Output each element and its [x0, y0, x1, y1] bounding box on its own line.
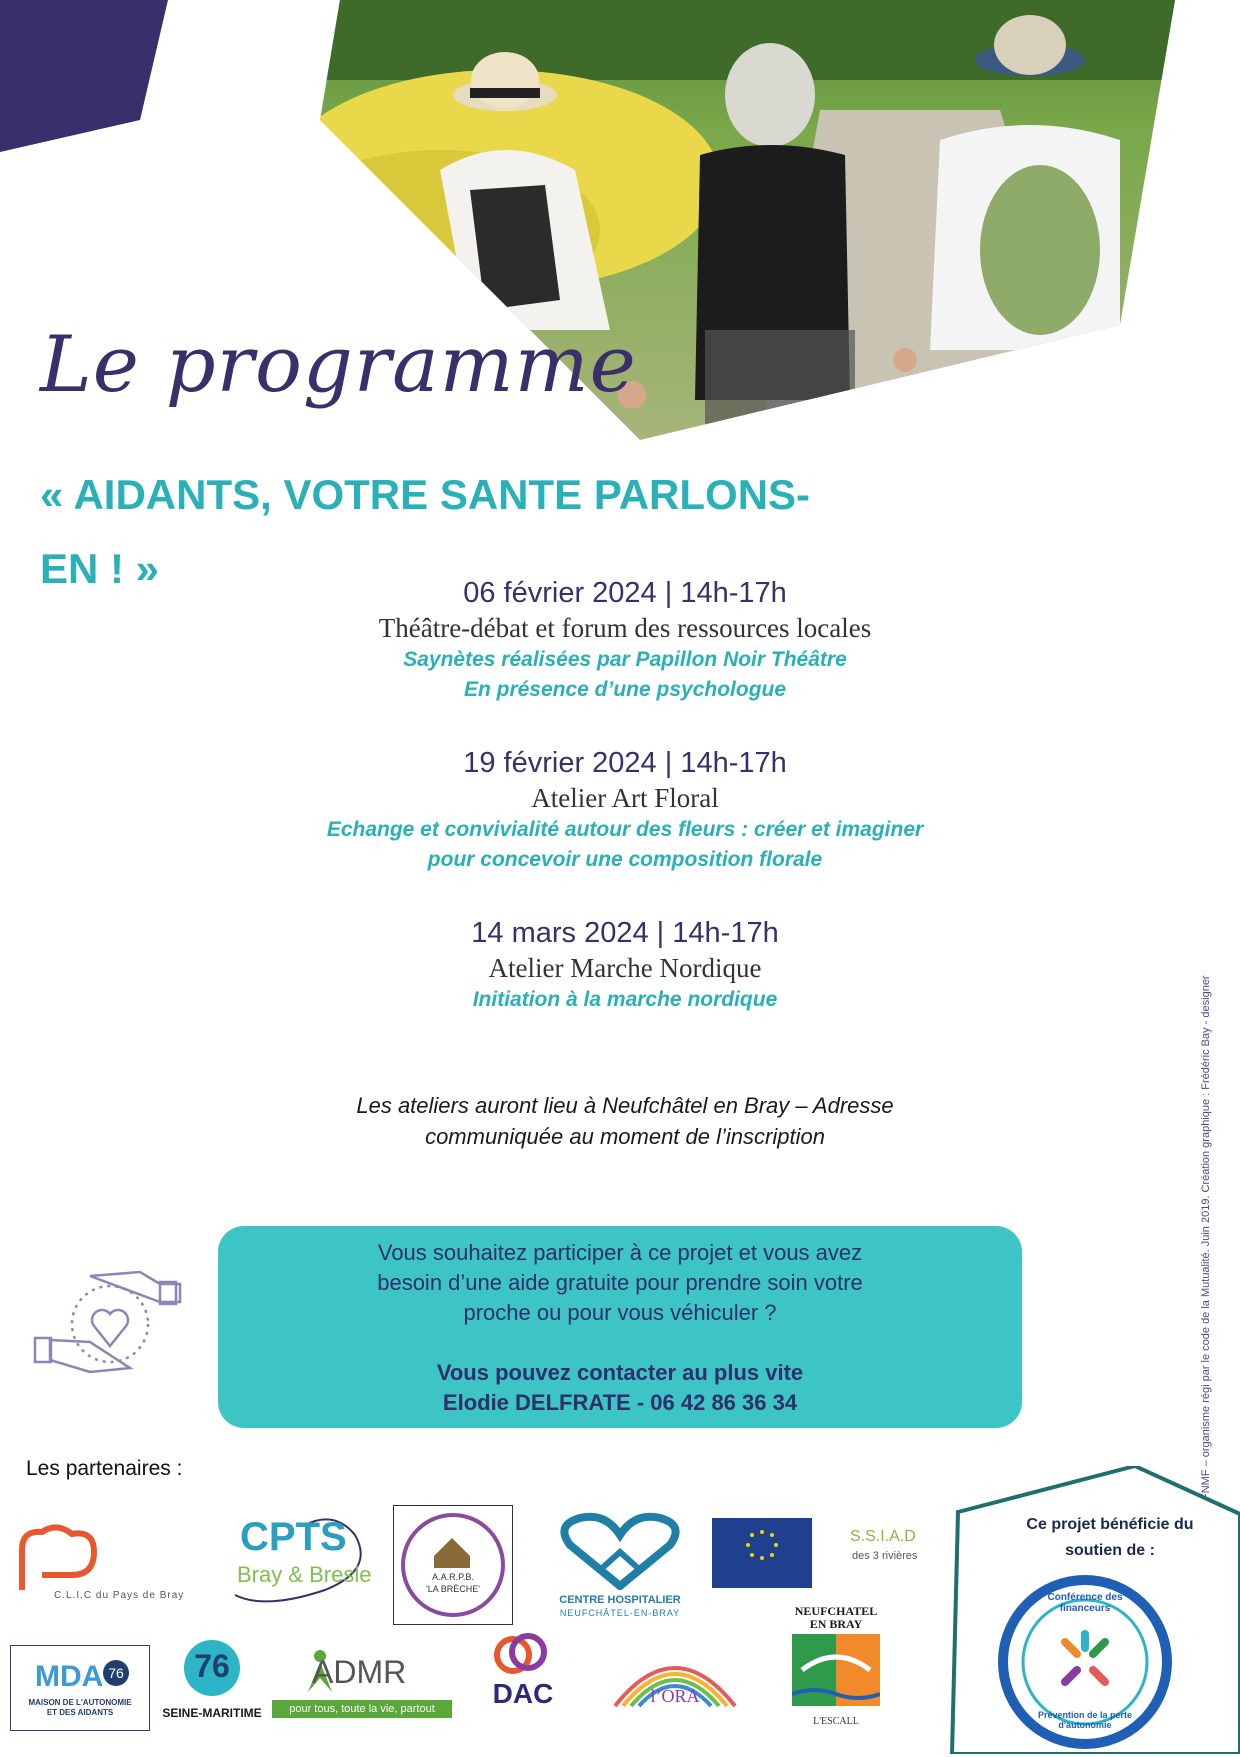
- event-date: 14 mars 2024 | 14h-17h: [471, 917, 779, 949]
- contact-question-line3: proche ou pour vous véhiculer ?: [463, 1300, 777, 1325]
- main-title-line1: « AIDANTS, VOTRE SANTE PARLONS-: [40, 471, 811, 518]
- admr-name: ADMR: [312, 1654, 407, 1690]
- event-description: Initiation à la marche nordique: [472, 988, 778, 1011]
- admr-logo: [272, 1648, 452, 1728]
- admr-tagline: pour tous, toute la vie, partout: [272, 1700, 452, 1718]
- contact-question-line2: besoin d’une aide gratuite pour prendre soin votre: [377, 1270, 863, 1295]
- mda-sub2: ET DES AIDANTS: [46, 1708, 114, 1717]
- contact-cta: Vous pouvez contacter au plus vite: [436, 1360, 804, 1385]
- aarpb-line2: 'LA BRÈCHE': [426, 1584, 480, 1594]
- vertical-credit: FNMF – organisme régi par le code de la Mutualité. Juin 2019. Création graphique : Frédéric Bay - designer: [1200, 975, 1212, 1500]
- contact-question-line1: Vous souhaitez participer à ce projet et vous avez: [377, 1240, 863, 1265]
- conference-financeurs-logo: [995, 1572, 1175, 1752]
- centre-hospitalier-logo: [550, 1510, 690, 1620]
- ring-bottom-text: Prévention de la perte d'autonomie: [1037, 1710, 1133, 1730]
- event-description: Echange et convivialité autour des fleurs : créer et imaginer: [326, 818, 924, 841]
- clic-heart-icon: [12, 1520, 102, 1600]
- ssiad-title: S.S.I.A.D: [850, 1528, 916, 1545]
- contact-phone: Elodie DELFRATE - 06 42 86 36 34: [442, 1390, 798, 1415]
- dac-logo: [478, 1630, 568, 1730]
- event-date: 19 février 2024 | 14h-17h: [463, 747, 787, 779]
- event-date: 06 février 2024 | 14h-17h: [463, 577, 787, 609]
- seine-maritime-name: SEINE-MARITIME: [162, 1706, 262, 1720]
- mda-number: 76: [103, 1660, 129, 1686]
- ssiad-logo: [712, 1518, 922, 1588]
- neufchatel-sub: L'ESCALL: [813, 1716, 859, 1727]
- cpts-logo: [225, 1510, 375, 1610]
- ch-line2: NEUFCHÂTEL-EN-BRAY: [559, 1608, 681, 1618]
- cpts-title: CPTS: [240, 1515, 347, 1559]
- support-line1: Ce projet bénéficie du: [1026, 1516, 1194, 1533]
- clic-name: C.L.I.C du Pays de Bray: [54, 1590, 185, 1601]
- clic-logo: [12, 1520, 202, 1600]
- script-title: Le programme: [40, 320, 637, 410]
- location-line2: communiquée au moment de l’inscription: [425, 1124, 825, 1149]
- support-note: [1010, 1512, 1210, 1564]
- cpts-subtitle: Bray & Bresle: [237, 1562, 372, 1587]
- neufchatel-logo: [788, 1604, 884, 1744]
- mda-title: MDA: [35, 1660, 104, 1693]
- neufchatel-emblem: [792, 1634, 880, 1706]
- event-item: [280, 745, 970, 875]
- location-note: [280, 1090, 970, 1152]
- eu-flag: [712, 1518, 812, 1588]
- mda-logo: [10, 1645, 150, 1731]
- dac-name: DAC: [492, 1678, 554, 1709]
- events-list: [280, 575, 970, 1055]
- aarpb-logo: [393, 1505, 513, 1625]
- caring-hands-icon: [30, 1262, 190, 1382]
- event-title: Atelier Marche Nordique: [488, 953, 762, 983]
- event-description: pour concevoir une composition florale: [427, 848, 823, 871]
- event-title: Théâtre-débat et forum des ressources locales: [378, 613, 872, 643]
- ring-top-text: Conférence des financeurs: [1047, 1592, 1123, 1614]
- neufchatel-line2: EN BRAY: [809, 1617, 863, 1631]
- location-line1: Les ateliers auront lieu à Neufchâtel en Bray – Adresse: [356, 1093, 894, 1118]
- event-title: Atelier Art Floral: [531, 783, 719, 813]
- event-description: Saynètes réalisées par Papillon Noir Théâtre: [403, 648, 847, 671]
- event-item: [280, 915, 970, 1015]
- event-description: En présence d’une psychologue: [463, 678, 787, 701]
- contact-box: [218, 1226, 1022, 1428]
- partners-label: Les partenaires :: [26, 1457, 183, 1480]
- main-title-line2: EN ! »: [40, 545, 160, 592]
- support-line2: soutien de :: [1065, 1542, 1155, 1559]
- ora-logo: [605, 1640, 745, 1720]
- mda-sub1: MAISON DE L'AUTONOMIE: [28, 1698, 132, 1707]
- ch-line1: CENTRE HOSPITALIER: [559, 1594, 681, 1606]
- seine-maritime-logo: [162, 1640, 262, 1740]
- ora-name: l’ORA: [650, 1686, 700, 1706]
- ssiad-subtitle: des 3 rivières: [852, 1550, 918, 1562]
- seine-maritime-number: 76: [194, 1648, 230, 1684]
- aarpb-line1: A.A.R.P.B.: [432, 1572, 474, 1582]
- event-item: [280, 575, 970, 705]
- neufchatel-line1: NEUFCHATEL: [794, 1604, 878, 1618]
